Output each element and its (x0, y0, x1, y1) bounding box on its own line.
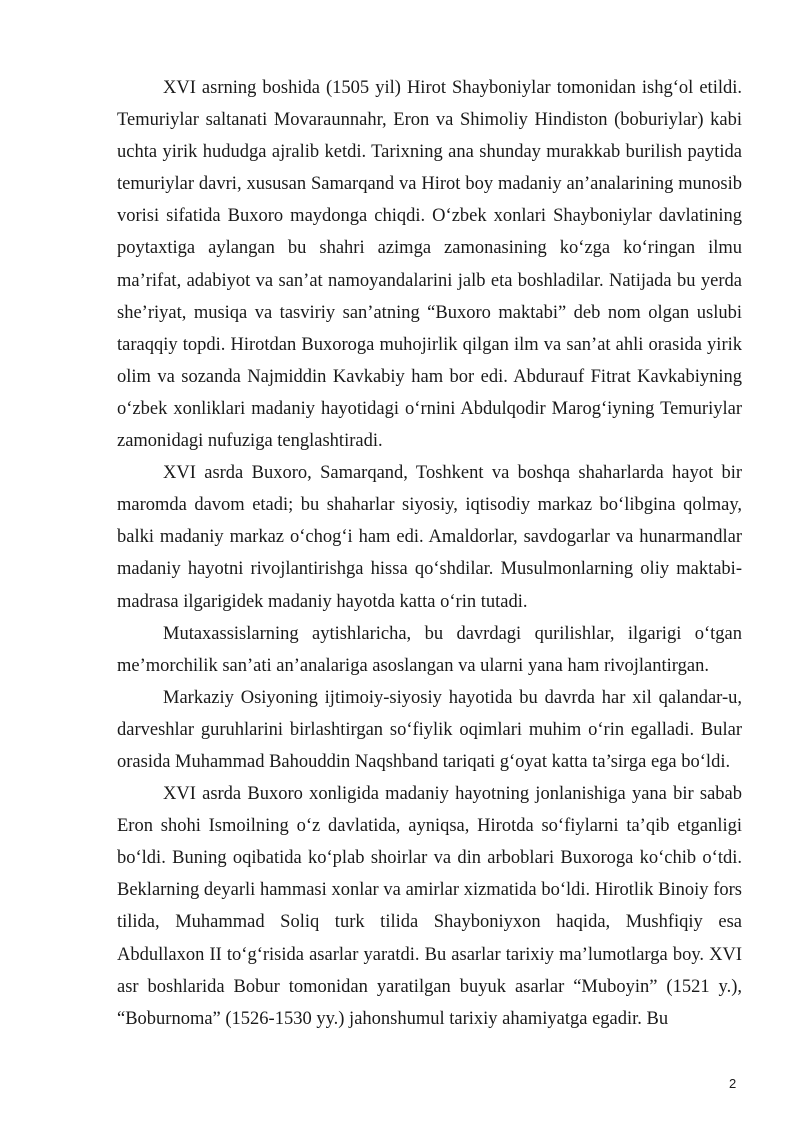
paragraph-2: XVI asrda Buxoro, Samarqand, Toshkent va boshqa shaharlarda hayot bir maromda davom etadi; bu shaharlar siyosiy, iqtisodiy markaz bo‘libgina qolmay, balki madaniy markaz o‘chog‘i ham edi. Amaldorlar, savdogarlar va hunarmandlar madaniy hayotni rivojlantirishga hissa qo‘shdilar. Musulmonlarning oliy maktabi-madrasa ilgarigidek madaniy hayotda katta o‘rin tutadi. (117, 463, 742, 612)
paragraph-3: Mutaxassislarning aytishlaricha, bu davrdagi qurilishlar, ilgarigi o‘tgan me’morchilik san’ati an’analariga asoslangan va ularni yana ham rivojlantirgan. (117, 623, 742, 676)
paragraph-4: Markaziy Osiyoning ijtimoiy-siyosiy hayotida bu davrda har xil qalandar-u, darveshlar guruhlarini birlashtirgan so‘fiylik oqimlari muhim o‘rin egalladi. Bular orasida Muhammad Bahouddin Naqshband tariqati g‘oyat katta ta’sirga ega bo‘ldi. (117, 687, 742, 772)
paragraph-5: XVI asrda Buxoro xonligida madaniy hayotning jonlanishiga yana bir sabab Eron shohi Ismoilning o‘z davlatida, ayniqsa, Hirotda so‘fiylarni ta’qib etganligi bo‘ldi. Buning oqibatida ko‘plab shoirlar va din arboblari Buxoroga ko‘chib o‘tdi. Beklarning deyarli hammasi xonlar va amirlar xizmatida bo‘ldi. Hirotlik Binoiy fors tilida, Muhammad Soliq turk tilida Shayboniyxon haqida, Mushfiqiy esa Abdullaxon II to‘g‘risida asarlar yaratdi. Bu asarlar tarixiy ma’lumotlarga boy. XVI asr boshlarida Bobur tomonidan yaratilgan buyuk asarlar “Muboyin” (1521 y.), “Boburnoma” (1526-1530 yy.) jahonshumul tarixiy ahamiyatga egadir. Bu (117, 784, 742, 1029)
paragraph-1: XVI asrning boshida (1505 yil) Hirot Shayboniylar tomonidan ishg‘ol etildi. Temuriylar saltanati Movaraunnahr, Eron va Shimoliy Hindiston (boburiylar) kabi uchta yirik hududga ajralib ketdi. Tarixning ana shunday murakkab burilish paytida temuriylar davri, xususan Samarqand va Hirot boy madaniy an’analarining munosib vorisi sifatida Buxoro maydonga chiqdi. O‘zbek xonlari Shayboniylar davlatining poytaxtiga aylangan bu shahri azimga zamonasining ko‘zga ko‘ringan ilmu ma’rifat, adabiyot va san’at namoyandalarini jalb eta boshladilar. Natijada bu yerda she’riyat, musiqa va tasviriy san’atning “Buxoro maktabi” deb nom olgan uslubi taraqqiy topdi. Hirotdan Buxoroga muhojirlik qilgan ilm va san’at ahli orasida yirik olim va sozanda Najmiddin Kavkabiy ham bor edi. Abdurauf Fitrat Kavkabiyning o‘zbek xonliklari madaniy hayotidagi o‘rnini Abdulqodir Marog‘iyning Temuriylar zamonidagi nufuziga tenglashtiradi. (117, 78, 742, 452)
page-number: 2 (729, 1076, 737, 1091)
body-text (117, 72, 742, 1035)
